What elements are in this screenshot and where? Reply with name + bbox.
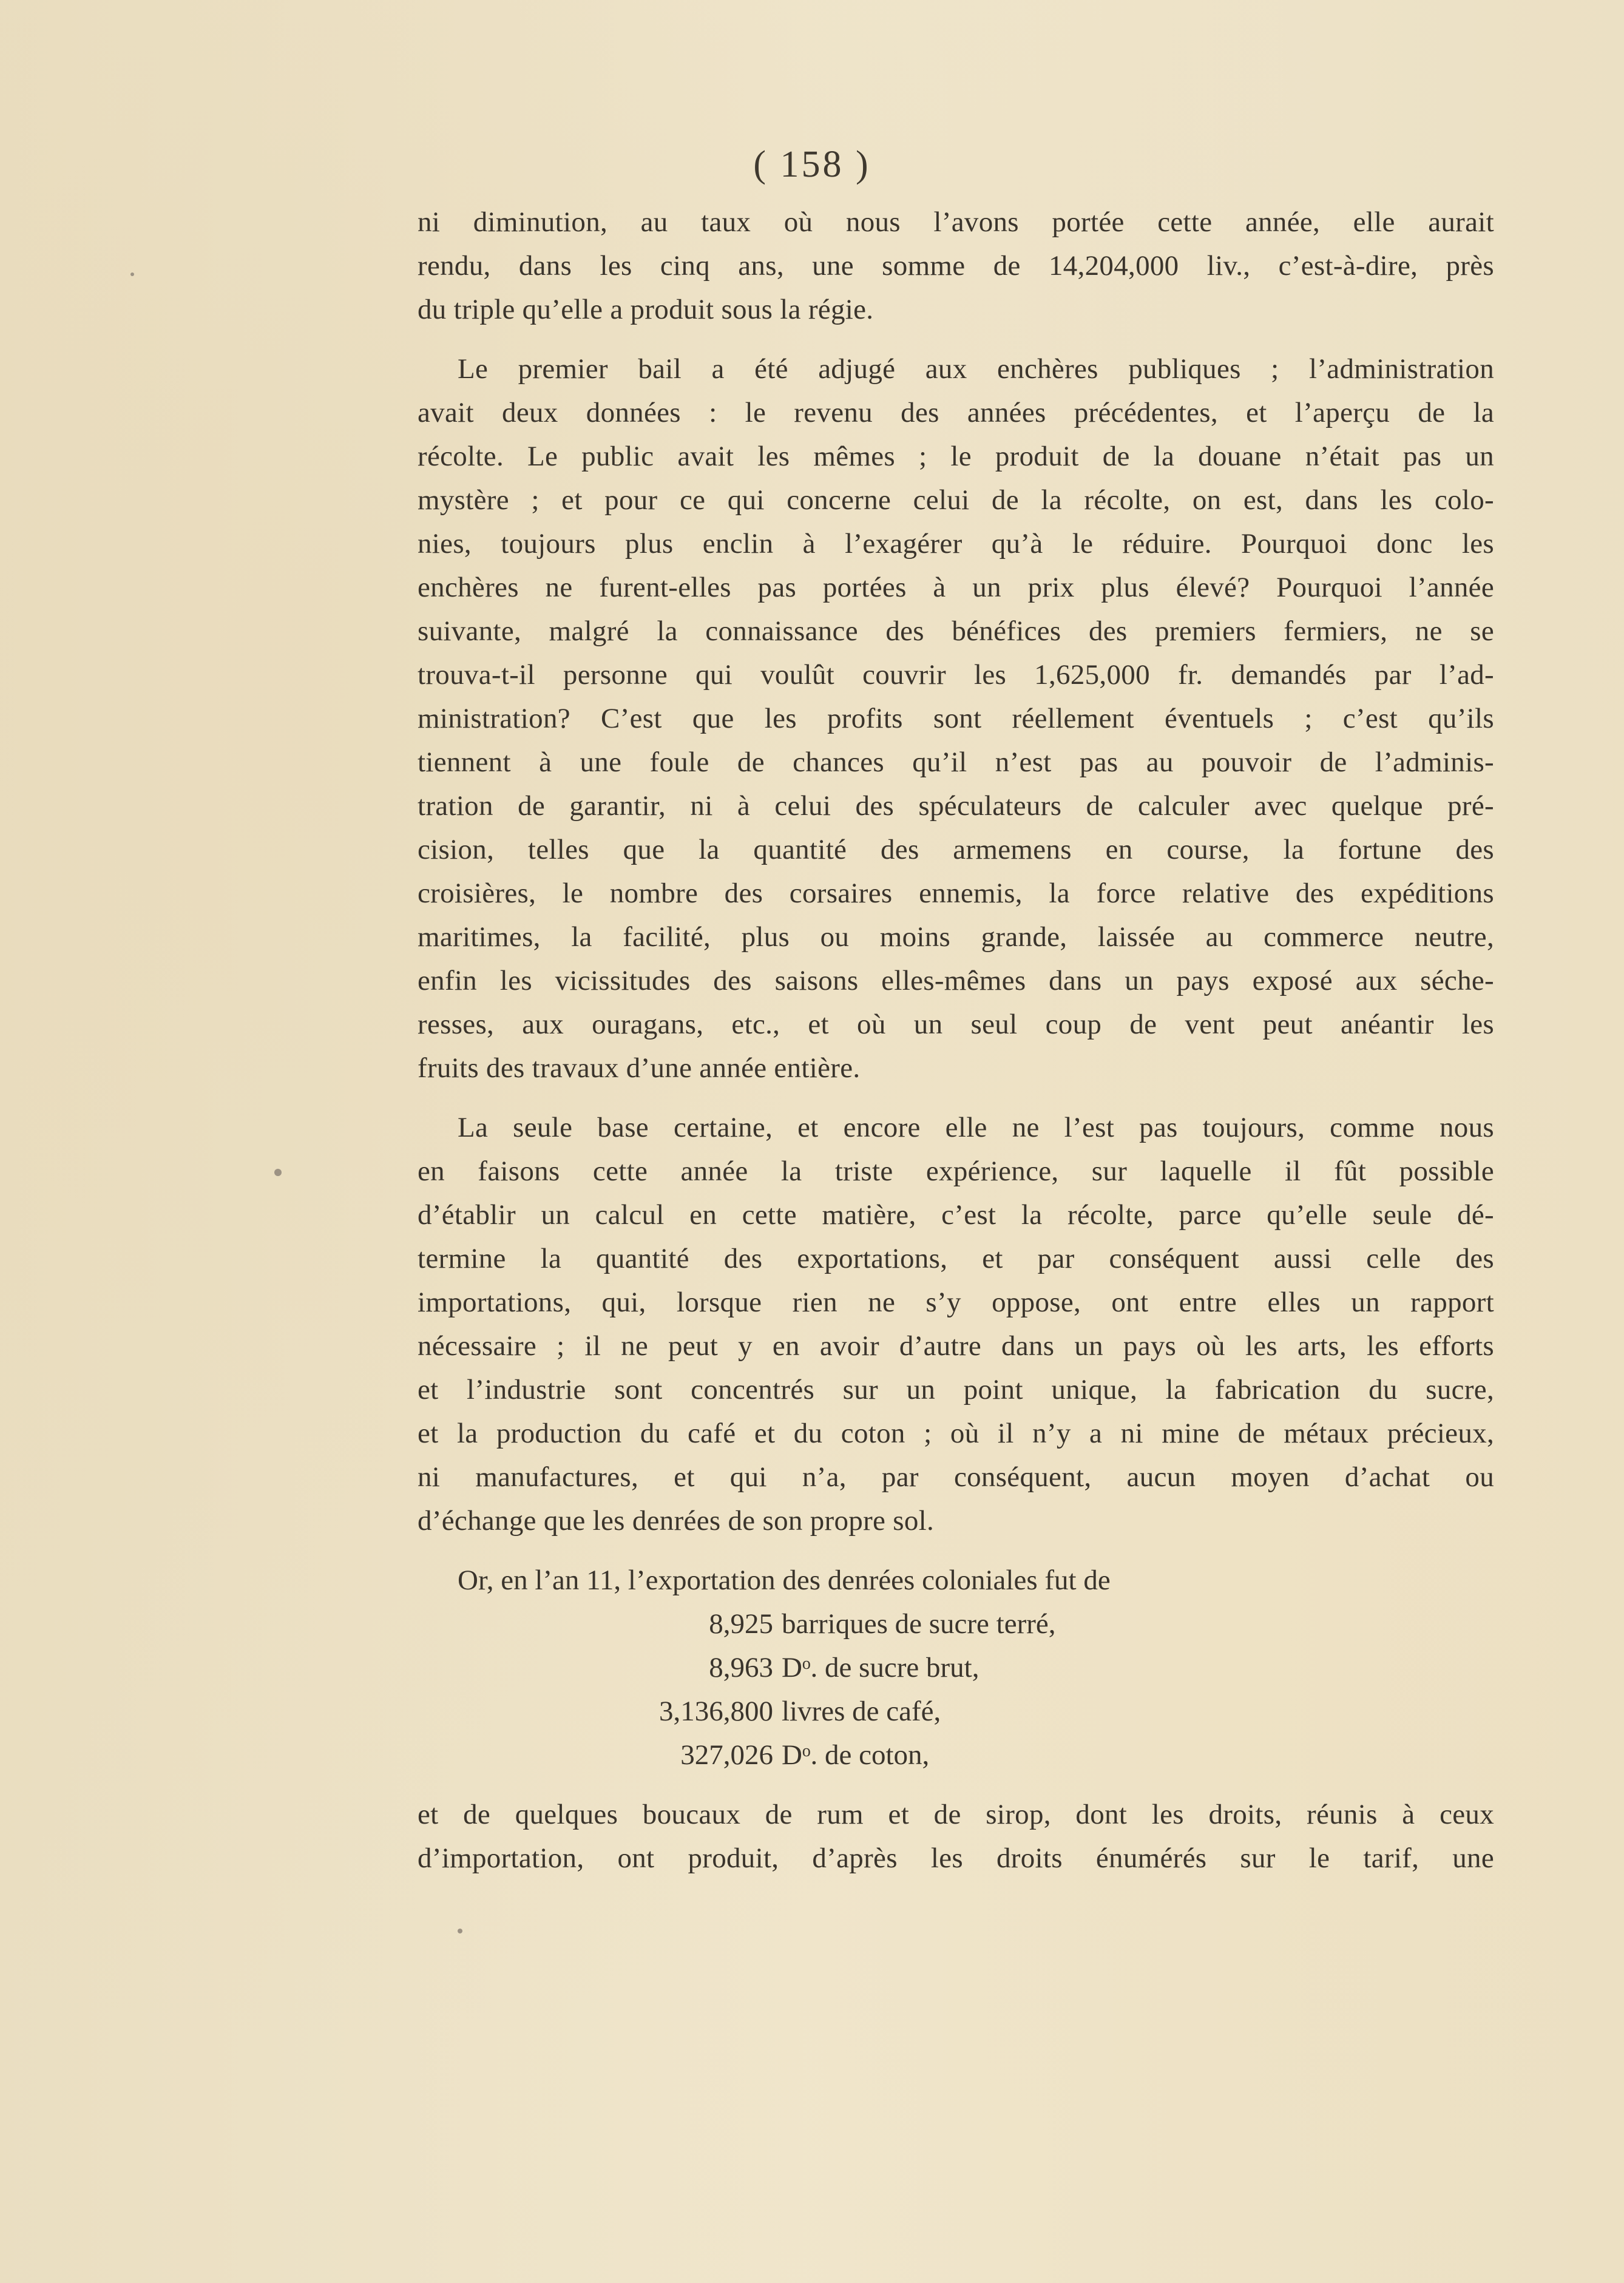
export-item — [418, 1602, 1494, 1646]
paragraph-gap — [418, 1543, 1494, 1558]
text-line: trouva-t-il personne qui voulût couvrir les 1,625,000 fr. demandés par l’ad- — [418, 659, 1494, 691]
text-line: tration de garantir, ni à celui des spéculateurs de calculer avec quelque pré- — [418, 790, 1494, 822]
text-line: d’échange que les denrées de son propre sol. — [418, 1505, 935, 1537]
text-line: La seule base certaine, et encore elle ne l’est pas toujours, comme nous — [458, 1112, 1494, 1143]
paragraph-gap — [418, 1777, 1494, 1793]
text-line: du triple qu’elle a produit sous la régie. — [418, 294, 874, 325]
paragraph — [418, 1106, 1494, 1543]
text-line: enfin les vicissitudes des saisons elles-mêmes dans un pays exposé aux séche- — [418, 965, 1494, 996]
text-line: et l’industrie sont concentrés sur un point unique, la fabrication du sucre, — [418, 1374, 1494, 1405]
body-text — [418, 200, 1494, 1880]
page-number: ( 158 ) — [753, 144, 871, 185]
export-description: Dᵒ. de sucre brut, — [782, 1652, 979, 1683]
text-line: Le premier bail a été adjugé aux enchères publiques ; l’administration — [458, 353, 1494, 385]
paragraph-gap — [418, 331, 1494, 347]
export-description: Dᵒ. de coton, — [782, 1739, 930, 1771]
text-line: termine la quantité des exportations, et par conséquent aussi celle des — [418, 1243, 1494, 1274]
text-line: ni manufactures, et qui n’a, par conséquent, aucun moyen d’achat ou — [418, 1461, 1494, 1493]
text-line: enchères ne furent-elles pas portées à un prix plus élevé? Pourquoi l’année — [418, 572, 1494, 603]
text-line: tiennent à une foule de chances qu’il n’est pas au pouvoir de l’adminis- — [418, 746, 1494, 778]
text-line: et la production du café et du coton ; où il n’y a ni mine de métaux précieux, — [418, 1418, 1494, 1449]
text-line: en faisons cette année la triste expérience, sur laquelle il fût possible — [418, 1155, 1494, 1187]
paper-speck — [274, 1169, 282, 1176]
exports-continuation — [418, 1793, 1494, 1880]
paragraphs — [418, 200, 1494, 1543]
text-line: suivante, malgré la connaissance des bénéfices des premiers fermiers, ne se — [418, 615, 1494, 647]
text-line: d’établir un calcul en cette matière, c’est la récolte, parce qu’elle seule dé- — [418, 1199, 1494, 1231]
text-line: ministration? C’est que les profits sont réellement éventuels ; c’est qu’ils — [418, 703, 1494, 734]
export-description: barriques de sucre terré, — [782, 1608, 1056, 1640]
text-line: avait deux données : le revenu des années précédentes, et l’aperçu de la — [418, 397, 1494, 428]
exports-list — [418, 1602, 1494, 1777]
export-quantity: 327,026 — [680, 1739, 773, 1771]
export-quantity: 3,136,800 — [659, 1696, 773, 1727]
text-line: récolte. Le public avait les mêmes ; le produit de la douane n’était pas un — [418, 441, 1494, 472]
export-item — [418, 1646, 1494, 1689]
paper-speck — [458, 1929, 462, 1933]
text-line: nies, toujours plus enclin à l’exagérer qu’à le réduire. Pourquoi donc les — [418, 528, 1494, 560]
paragraph — [418, 200, 1494, 331]
text-line: mystère ; et pour ce qui concerne celui de la récolte, on est, dans les colo- — [418, 484, 1494, 516]
export-quantity: 8,963 — [709, 1652, 773, 1683]
export-item — [418, 1689, 1494, 1733]
text-line: maritimes, la facilité, plus ou moins grande, laissée au commerce neutre, — [418, 921, 1494, 953]
text-line: nécessaire ; il ne peut y en avoir d’autre dans un pays où les arts, les efforts — [418, 1330, 1494, 1362]
text-line: fruits des travaux d’une année entière. — [418, 1052, 861, 1084]
text-line: d’importation, ont produit, d’après les droits énumérés sur le tarif, une — [418, 1842, 1494, 1874]
paragraph-gap — [418, 1090, 1494, 1106]
text-line: rendu, dans les cinq ans, une somme de 14,204,000 liv., c’est-à-dire, près — [418, 250, 1494, 282]
exports-intro: Or, en l’an 11, l’exportation des denrées coloniales fut de — [458, 1564, 1111, 1596]
export-quantity: 8,925 — [709, 1608, 773, 1640]
text-line: cision, telles que la quantité des armemens en course, la fortune des — [418, 834, 1494, 865]
paper-speck — [130, 272, 134, 276]
text-line: croisières, le nombre des corsaires ennemis, la force relative des expéditions — [418, 878, 1494, 909]
paragraph — [418, 347, 1494, 1090]
text-line: importations, qui, lorsque rien ne s’y oppose, ont entre elles un rapport — [418, 1287, 1494, 1318]
text-line: ni diminution, au taux où nous l’avons portée cette année, elle aurait — [418, 206, 1494, 238]
export-description: livres de café, — [782, 1696, 941, 1727]
text-line: resses, aux ouragans, etc., et où un seul coup de vent peut anéantir les — [418, 1009, 1494, 1040]
text-line: et de quelques boucaux de rum et de sirop, dont les droits, réunis à ceux — [418, 1799, 1494, 1830]
export-item — [418, 1733, 1494, 1777]
